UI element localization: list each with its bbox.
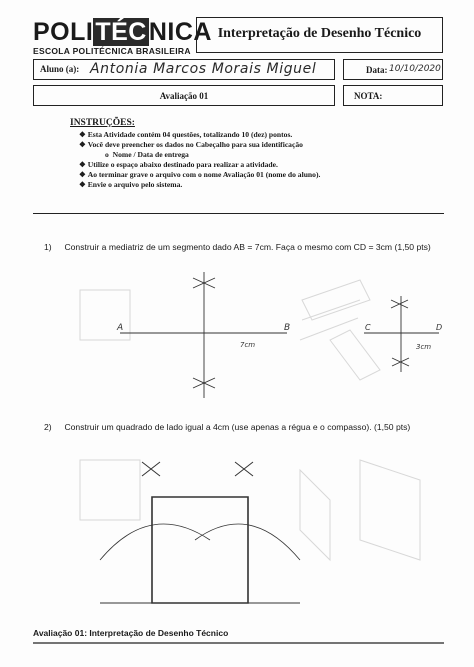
arc-intersection-top (391, 300, 408, 308)
student-name-label: Aluno (a): (40, 64, 80, 74)
diamond-bullet-icon: ❖ (79, 170, 88, 179)
label-a: A (117, 323, 124, 333)
instruction-subitem: o Nome / Data de entrega (105, 150, 189, 159)
question-text: Construir a mediatriz de um segmento dado AB = 7cm. Faça o mesmo com CD = 3cm (1,50 pts) (64, 242, 431, 252)
date-value[interactable]: 10/10/2020 (389, 64, 441, 74)
date-label: Data: (366, 65, 388, 75)
instruction-item: ❖ Utilize o espaço abaixo destinado para realizar a atividade. (79, 160, 278, 169)
label-three-cm: 3cm (416, 343, 432, 351)
segment-ab-construction (120, 272, 287, 398)
label-c: C (365, 323, 371, 332)
logo-part-right: NICA (148, 18, 212, 46)
footer: Avaliação 01: Interpretação de Desenho Técnico (33, 628, 229, 638)
instruction-item: ❖ Você deve preencher os dados no Cabeçalho para sua identificação (79, 140, 303, 149)
label-b: B (284, 323, 291, 333)
page-title: Interpretação de Desenho Técnico (217, 26, 422, 41)
segment-cd-construction (364, 296, 439, 372)
logo-part-left: POLI (33, 18, 94, 46)
school-name: ESCOLA POLITÉCNICA BRASILEIRA (33, 46, 191, 56)
student-name-value[interactable]: Antonia Marcos Morais Miguel (90, 61, 317, 77)
question-number: 2) (44, 422, 52, 432)
instruction-item: ❖ Esta Atividade contém 04 questões, totalizando 10 (dez) pontos. (79, 130, 293, 139)
square-construction (100, 462, 300, 603)
label-seven-cm: 7cm (240, 341, 256, 349)
instruction-item: ❖ Ao terminar grave o arquivo com o nome Avaliação 01 (nome do aluno). (79, 170, 321, 179)
compass-arc-left (100, 524, 210, 560)
logo-part-mid: TÉC (95, 18, 147, 46)
diamond-bullet-icon: ❖ (79, 160, 88, 169)
arc-intersection-left (142, 462, 160, 476)
instruction-item: ❖ Envie o arquivo pelo sistema. (79, 180, 183, 189)
question-number: 1) (44, 242, 52, 252)
instructions-title: INSTRUÇÕES: (70, 118, 135, 128)
label-d: D (436, 323, 443, 332)
question-text: Construir um quadrado de lado igual a 4cm (use apenas a régua e o compasso). (1,50 pts) (64, 422, 411, 432)
diamond-bullet-icon: ❖ (79, 130, 88, 139)
square (152, 497, 248, 603)
arc-intersection-bottom (392, 358, 409, 366)
diamond-bullet-icon: ❖ (79, 140, 88, 149)
diamond-bullet-icon: ❖ (79, 180, 88, 189)
show-through-background (80, 280, 420, 560)
arc-intersection-right (235, 462, 253, 476)
circle-bullet-icon: o (105, 150, 113, 159)
grade-label: NOTA: (354, 91, 383, 101)
evaluation-label: Avaliação 01 (159, 91, 209, 101)
